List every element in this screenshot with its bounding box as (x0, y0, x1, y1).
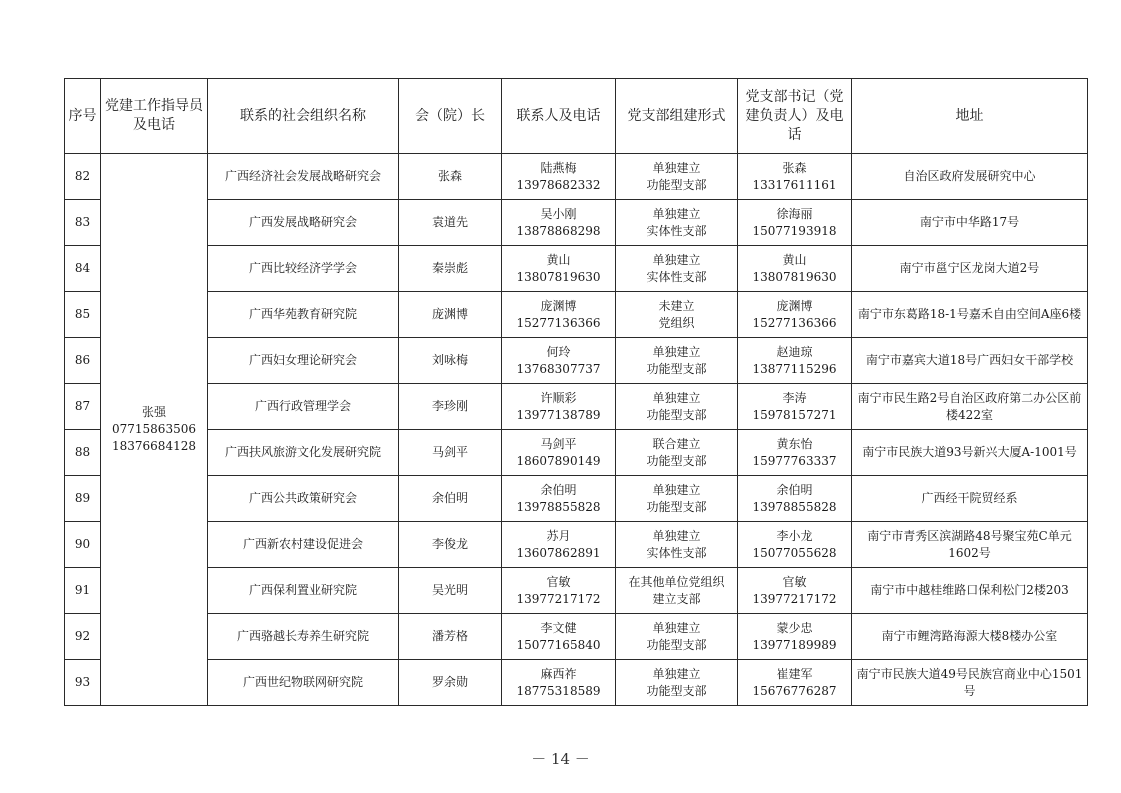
form-cell-line2: 功能型支部 (646, 177, 707, 192)
president-cell: 马剑平 (399, 430, 502, 476)
secretary-cell-line2: 15978157271 (752, 407, 837, 422)
address-cell: 南宁市青秀区滨湖路48号聚宝苑C单元1602号 (852, 522, 1088, 568)
table-row (65, 292, 1088, 338)
form-cell (616, 338, 738, 384)
seq-cell: 84 (65, 246, 101, 292)
secretary-cell-line1: 黄东怡 (776, 436, 813, 451)
contact-cell-line1: 李文健 (540, 620, 577, 635)
address-cell: 南宁市邕宁区龙岗大道2号 (852, 246, 1088, 292)
contact-cell-line2: 13978855828 (516, 499, 601, 514)
seq-cell: 86 (65, 338, 101, 384)
contact-cell-line2: 18607890149 (516, 453, 601, 468)
seq-cell: 90 (65, 522, 101, 568)
secretary-cell (738, 338, 852, 384)
form-cell-line2: 建立支部 (652, 591, 701, 606)
contact-cell (502, 200, 616, 246)
seq-cell: 93 (65, 660, 101, 706)
secretary-cell-line1: 黄山 (782, 252, 807, 267)
contact-cell-line1: 苏月 (546, 528, 571, 543)
secretary-cell-line1: 徐海丽 (776, 206, 813, 221)
address-cell: 南宁市鲤湾路海源大楼8楼办公室 (852, 614, 1088, 660)
secretary-cell-line1: 崔建军 (776, 666, 813, 681)
contact-cell (502, 430, 616, 476)
secretary-cell-line1: 官敏 (782, 574, 807, 589)
table-row (65, 614, 1088, 660)
form-cell-line2: 实体性支部 (646, 545, 707, 560)
org-name-cell: 广西比较经济学学会 (208, 246, 399, 292)
secretary-cell-line2: 15077055628 (752, 545, 837, 560)
address-cell: 南宁市民生路2号自治区政府第二办公区前楼422室 (852, 384, 1088, 430)
form-cell (616, 246, 738, 292)
seq-cell: 88 (65, 430, 101, 476)
table-row (65, 200, 1088, 246)
contact-cell (502, 338, 616, 384)
president-cell: 秦崇彪 (399, 246, 502, 292)
contact-cell (502, 292, 616, 338)
page-number: － 14 － (531, 750, 590, 768)
contact-cell-line1: 吴小刚 (540, 206, 577, 221)
contact-cell (502, 614, 616, 660)
president-cell: 袁道先 (399, 200, 502, 246)
secretary-cell (738, 476, 852, 522)
secretary-cell-line1: 蒙少忠 (776, 620, 813, 635)
contact-cell (502, 660, 616, 706)
form-cell (616, 384, 738, 430)
table-row (65, 476, 1088, 522)
contact-cell-line2: 13768307737 (516, 361, 601, 376)
secretary-cell (738, 292, 852, 338)
secretary-cell (738, 430, 852, 476)
header-form: 党支部组建形式 (616, 79, 738, 154)
org-name-cell: 广西世纪物联网研究院 (208, 660, 399, 706)
president-cell: 刘咏梅 (399, 338, 502, 384)
contact-cell (502, 476, 616, 522)
secretary-cell (738, 568, 852, 614)
form-cell-line1: 单独建立 (652, 390, 701, 405)
secretary-cell-line2: 15277136366 (752, 315, 837, 330)
header-guide: 党建工作指导员及电话 (101, 79, 208, 154)
president-cell: 余伯明 (399, 476, 502, 522)
header-president: 会（院）长 (399, 79, 502, 154)
form-cell-line1: 单独建立 (652, 482, 701, 497)
address-cell: 南宁市东葛路18-1号嘉禾自由空间A座6楼 (852, 292, 1088, 338)
secretary-cell (738, 614, 852, 660)
seq-cell: 92 (65, 614, 101, 660)
form-cell (616, 660, 738, 706)
contact-cell-line2: 13878868298 (516, 223, 601, 238)
contact-cell-line2: 13977217172 (516, 591, 601, 606)
form-cell (616, 614, 738, 660)
org-name-cell: 广西新农村建设促进会 (208, 522, 399, 568)
contact-cell-line1: 庞渊博 (540, 298, 577, 313)
address-cell: 南宁市中华路17号 (852, 200, 1088, 246)
contact-cell (502, 384, 616, 430)
seq-cell: 89 (65, 476, 101, 522)
header-seq: 序号 (65, 79, 101, 154)
address-cell: 南宁市民族大道93号新兴大厦A-1001号 (852, 430, 1088, 476)
seq-cell: 83 (65, 200, 101, 246)
org-name-cell: 广西发展战略研究会 (208, 200, 399, 246)
form-cell-line1: 未建立 (658, 298, 695, 313)
header-org: 联系的社会组织名称 (208, 79, 399, 154)
contact-cell-line1: 官敏 (546, 574, 571, 589)
secretary-cell-line1: 余伯明 (776, 482, 813, 497)
org-name-cell: 广西骆越长寿养生研究院 (208, 614, 399, 660)
contact-cell-line1: 何玲 (546, 344, 571, 359)
header-row (65, 79, 1088, 154)
contact-cell-line2: 13807819630 (516, 269, 601, 284)
org-name-cell: 广西扶风旅游文化发展研究院 (208, 430, 399, 476)
form-cell-line1: 单独建立 (652, 620, 701, 635)
contact-cell-line1: 黄山 (546, 252, 571, 267)
president-cell: 庞渊博 (399, 292, 502, 338)
table-row (65, 522, 1088, 568)
secretary-cell-line2: 13877115296 (752, 361, 837, 376)
secretary-cell-line2: 15676776287 (752, 683, 837, 698)
org-name-cell: 广西行政管理学会 (208, 384, 399, 430)
form-cell (616, 292, 738, 338)
form-cell (616, 568, 738, 614)
president-cell: 李珍刚 (399, 384, 502, 430)
table-row (65, 154, 1088, 200)
secretary-cell-line1: 李小龙 (776, 528, 813, 543)
contact-cell-line1: 许顺彩 (540, 390, 577, 405)
president-cell: 罗余勋 (399, 660, 502, 706)
form-cell-line2: 功能型支部 (646, 361, 707, 376)
form-cell-line1: 在其他单位党组织 (628, 574, 725, 589)
table-row (65, 430, 1088, 476)
secretary-cell (738, 522, 852, 568)
form-cell-line1: 单独建立 (652, 160, 701, 175)
seq-cell: 87 (65, 384, 101, 430)
secretary-cell-line1: 张森 (782, 160, 807, 175)
secretary-cell (738, 660, 852, 706)
secretary-cell-line2: 13977217172 (752, 591, 837, 606)
form-cell-line1: 单独建立 (652, 344, 701, 359)
form-cell-line2: 党组织 (658, 315, 695, 330)
contact-cell-line2: 13978682332 (516, 177, 601, 192)
seq-cell: 82 (65, 154, 101, 200)
contact-cell (502, 154, 616, 200)
contact-cell-line2: 15277136366 (516, 315, 601, 330)
org-name-cell: 广西公共政策研究会 (208, 476, 399, 522)
form-cell-line2: 实体性支部 (646, 269, 707, 284)
header-address: 地址 (852, 79, 1088, 154)
secretary-cell-line2: 13317611161 (752, 177, 837, 192)
contact-cell-line1: 陆燕梅 (540, 160, 577, 175)
header-contact: 联系人及电话 (502, 79, 616, 154)
secretary-cell-line1: 庞渊博 (776, 298, 813, 313)
guide-phone2: 18376684128 (112, 439, 196, 453)
form-cell-line1: 单独建立 (652, 666, 701, 681)
form-cell (616, 430, 738, 476)
president-cell: 吴光明 (399, 568, 502, 614)
form-cell-line1: 单独建立 (652, 206, 701, 221)
guide-name: 张强 (141, 405, 166, 419)
secretary-cell-line2: 13978855828 (752, 499, 837, 514)
form-cell-line2: 功能型支部 (646, 683, 707, 698)
contact-cell (502, 568, 616, 614)
org-name-cell: 广西经济社会发展战略研究会 (208, 154, 399, 200)
secretary-cell (738, 246, 852, 292)
secretary-cell (738, 200, 852, 246)
form-cell (616, 476, 738, 522)
form-cell (616, 154, 738, 200)
contact-cell-line1: 余伯明 (540, 482, 577, 497)
contact-cell-line2: 13607862891 (516, 545, 601, 560)
secretary-cell-line2: 15077193918 (752, 223, 837, 238)
form-cell-line2: 实体性支部 (646, 223, 707, 238)
secretary-cell-line1: 赵迪琼 (776, 344, 813, 359)
contact-cell-line2: 18775318589 (516, 683, 601, 698)
address-cell: 南宁市中越桂维路口保利松门2楼203 (852, 568, 1088, 614)
form-cell-line1: 联合建立 (652, 436, 701, 451)
address-cell: 广西经干院贸经系 (852, 476, 1088, 522)
org-name-cell: 广西妇女理论研究会 (208, 338, 399, 384)
contact-cell-line2: 15077165840 (516, 637, 601, 652)
table-row (65, 338, 1088, 384)
form-cell-line2: 功能型支部 (646, 407, 707, 422)
secretary-cell-line2: 13807819630 (752, 269, 837, 284)
address-cell: 自治区政府发展研究中心 (852, 154, 1088, 200)
address-cell: 南宁市民族大道49号民族宫商业中心1501号 (852, 660, 1088, 706)
table-row (65, 660, 1088, 706)
table-row (65, 384, 1088, 430)
org-name-cell: 广西保利置业研究院 (208, 568, 399, 614)
president-cell: 张森 (399, 154, 502, 200)
contact-cell-line1: 马剑平 (540, 436, 577, 451)
form-cell-line2: 功能型支部 (646, 453, 707, 468)
secretary-cell (738, 384, 852, 430)
guide-phone1: 07715863506 (112, 422, 196, 436)
form-cell (616, 200, 738, 246)
address-cell: 南宁市嘉宾大道18号广西妇女干部学校 (852, 338, 1088, 384)
secretary-cell-line1: 李涛 (782, 390, 807, 405)
contact-table (64, 78, 1088, 706)
form-cell-line2: 功能型支部 (646, 499, 707, 514)
secretary-cell-line2: 13977189989 (752, 637, 837, 652)
contact-cell-line1: 麻西祚 (540, 666, 577, 681)
president-cell: 潘芳格 (399, 614, 502, 660)
guide-cell (101, 154, 208, 706)
contact-cell (502, 246, 616, 292)
seq-cell: 91 (65, 568, 101, 614)
form-cell-line1: 单独建立 (652, 528, 701, 543)
form-cell-line1: 单独建立 (652, 252, 701, 267)
contact-cell-line2: 13977138789 (516, 407, 601, 422)
seq-cell: 85 (65, 292, 101, 338)
secretary-cell (738, 154, 852, 200)
header-secretary: 党支部书记（党建负责人）及电话 (738, 79, 852, 154)
contact-cell (502, 522, 616, 568)
president-cell: 李俊龙 (399, 522, 502, 568)
org-name-cell: 广西华苑教育研究院 (208, 292, 399, 338)
table-row (65, 568, 1088, 614)
form-cell (616, 522, 738, 568)
form-cell-line2: 功能型支部 (646, 637, 707, 652)
table-row (65, 246, 1088, 292)
secretary-cell-line2: 15977763337 (752, 453, 837, 468)
